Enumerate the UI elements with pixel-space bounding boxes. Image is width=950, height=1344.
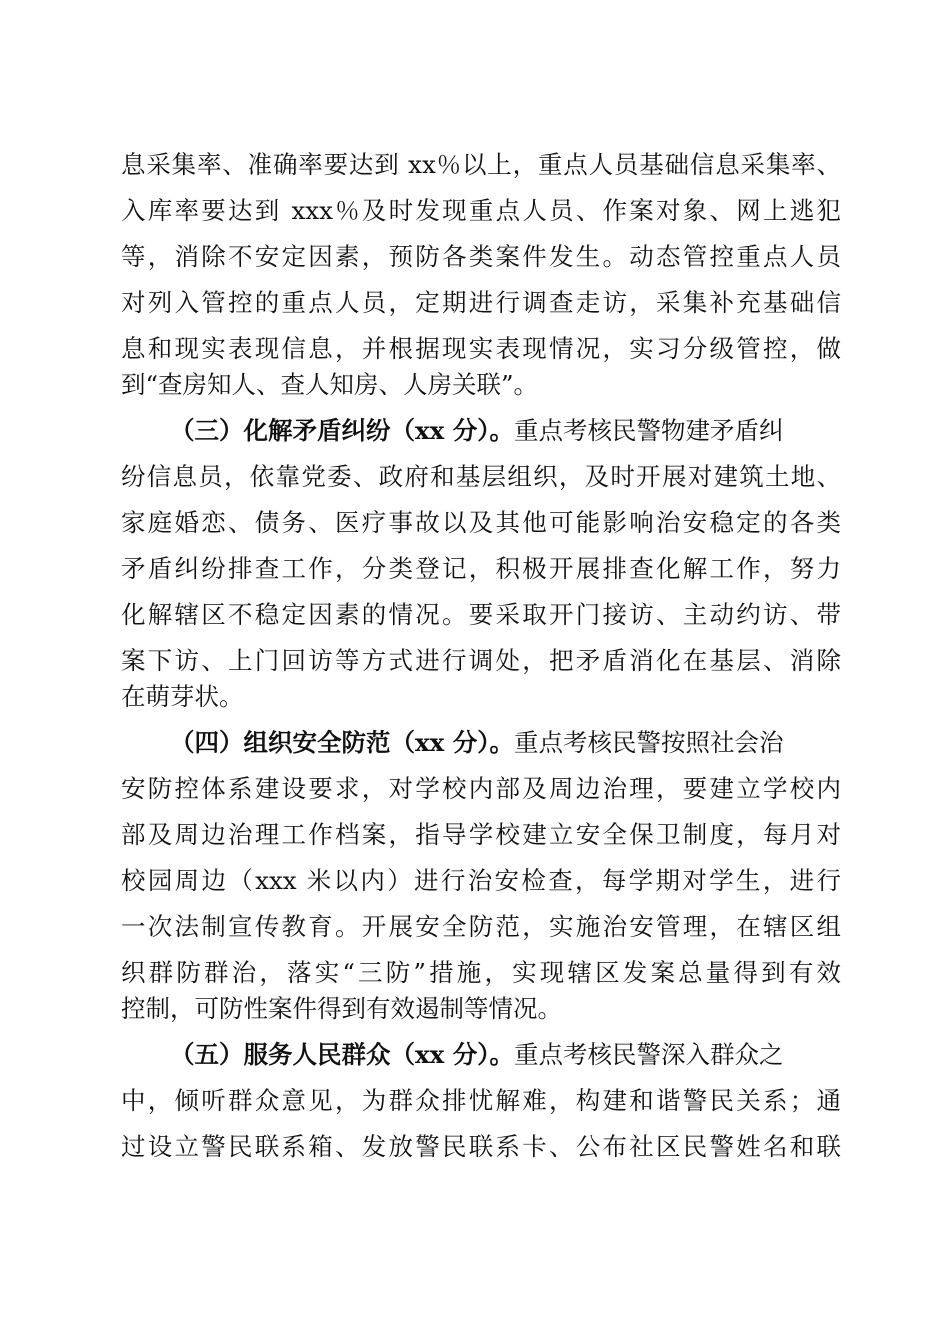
section-first-line (170, 725, 841, 761)
body-text-line: 校园周边（xxx 米以内）进行治安检查，每学期对学生，进行 (121, 866, 841, 895)
section-first-line (170, 413, 841, 449)
section-heading: （三）化解矛盾纠纷（xx 分）。 (170, 416, 514, 445)
section-heading: （五）服务人民群众（xx 分）。 (170, 1040, 514, 1069)
body-text-line: 安防控体系建设要求，对学校内部及周边治理，要建立学校内 (121, 774, 841, 803)
body-text-line: 家庭婚恋、债务、医疗事故以及其他可能影响治安稳定的各类 (121, 508, 841, 537)
body-text-line: 过设立警民联系箱、发放警民联系卡、公布社区民警姓名和联 (121, 1132, 841, 1161)
body-text-line: 对列入管控的重点人员，定期进行调查走访，采集补充基础信 (121, 288, 841, 317)
body-text-line: 到“查房知人、查人知房、人房关联”。 (121, 370, 539, 399)
body-text-line: 织群防群治，落实“三防”措施，实现辖区发案总量得到有效 (121, 958, 841, 987)
body-text-line: 控制，可防性案件得到有效遏制等情况。 (121, 994, 562, 1023)
section-first-line (170, 1037, 841, 1073)
body-text-line: 矛盾纠纷排查工作，分类登记，积极开展排查化解工作，努力 (121, 554, 841, 583)
section-heading: （四）组织安全防范（xx 分）。 (170, 728, 514, 757)
body-text-line: 案下访、上门回访等方式进行调处，把矛盾消化在基层、消除 (121, 646, 841, 675)
body-text-line: 中，倾听群众意见，为群众排忧解难，构建和谐警民关系；通 (121, 1086, 841, 1115)
body-text-line: 息和现实表现信息，并根据现实表现情况，实习分级管控，做 (121, 334, 841, 363)
body-text-line: 一次法制宣传教育。开展安全防范，实施治安管理，在辖区组 (121, 912, 841, 941)
section-text: 重点考核民警按照社会治 (514, 728, 784, 757)
body-text-line: 等，消除不安定因素，预防各类案件发生。动态管控重点人员 (121, 242, 841, 271)
section-text: 重点考核民警物建矛盾纠 (514, 416, 784, 445)
body-text-line: 纷信息员，依靠党委、政府和基层组织，及时开展对建筑土地、 (121, 462, 841, 491)
body-text-line: 在萌芽状。 (121, 682, 244, 711)
body-text-line: 入库率要达到 xxx％及时发现重点人员、作案对象、网上逃犯 (121, 196, 841, 225)
body-text-line: 化解辖区不稳定因素的情况。要采取开门接访、主动约访、带 (121, 600, 841, 629)
body-text-line: 息采集率、准确率要达到 xx％以上，重点人员基础信息采集率、 (121, 150, 841, 179)
section-text: 重点考核民警深入群众之 (514, 1040, 784, 1069)
body-text-line: 部及周边治理工作档案，指导学校建立安全保卫制度，每月对 (121, 820, 841, 849)
